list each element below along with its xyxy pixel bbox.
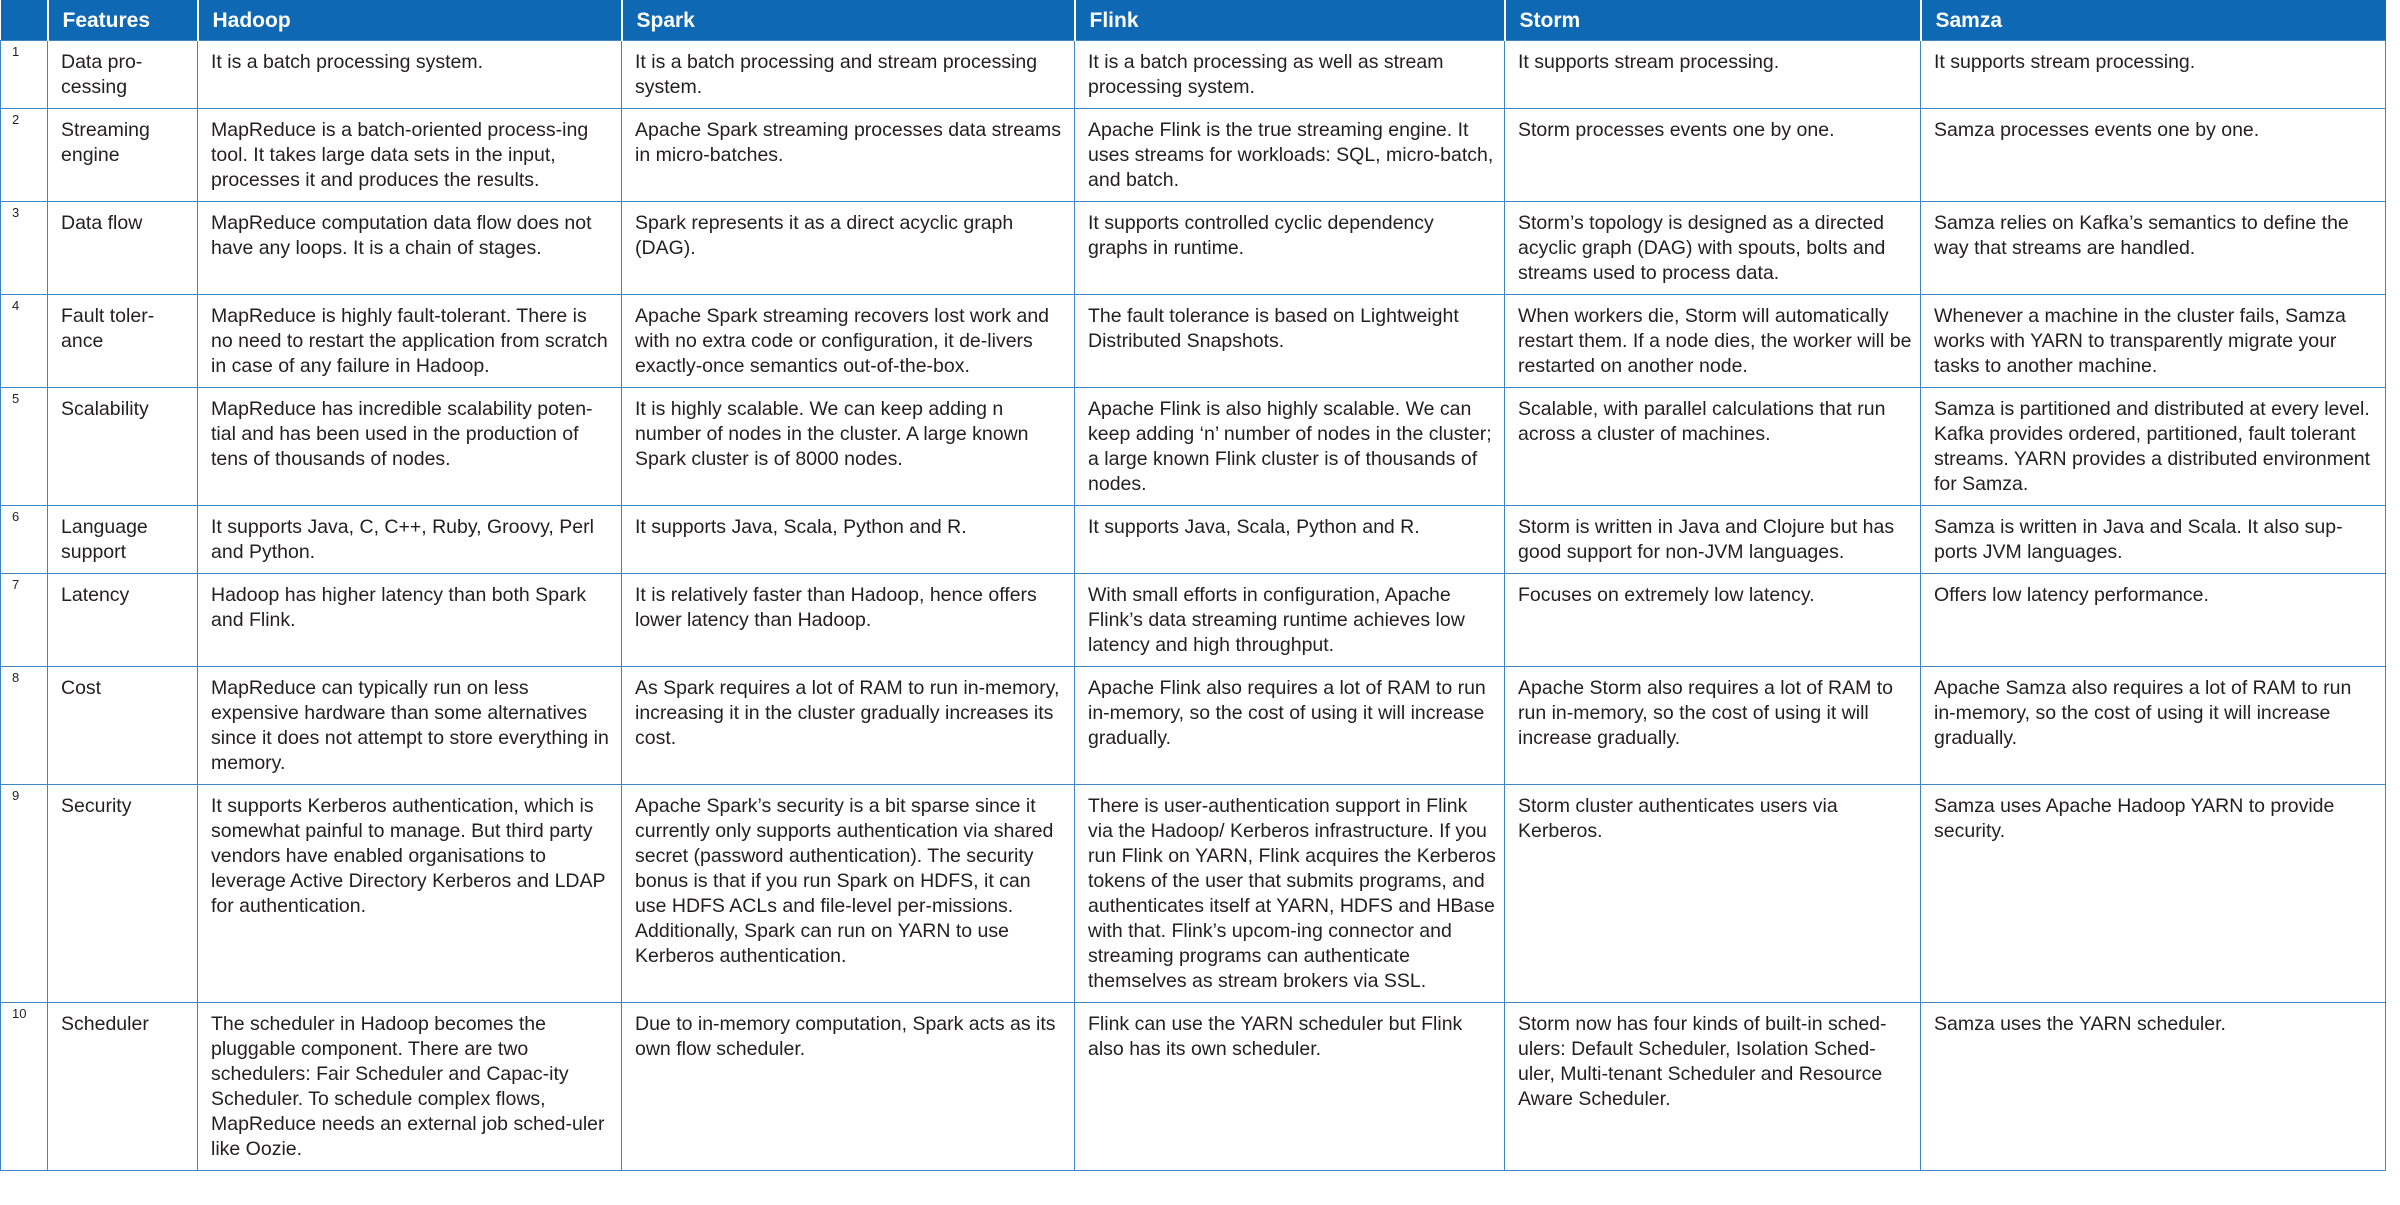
table-row [1, 109, 2386, 202]
spark-cell: Due to in-memory computation, Spark acts as its own flow scheduler. [622, 1003, 1075, 1171]
feature-name-cell: Security [48, 785, 198, 1003]
header-number [1, 0, 48, 41]
flink-cell: There is user-authentication support in Flink via the Hadoop/ Kerberos infrastructure. If you run Flink on YARN, Flink acquires the Kerberos tokens of the user that submits programs, and authenticates itself at YARN, HDFS and HBase with that. Flink’s upcom-ing connector and streaming programs can authenticate themselves as stream brokers via SSL. [1075, 785, 1505, 1003]
feature-name-cell: Latency [48, 574, 198, 667]
feature-name-cell: Data flow [48, 202, 198, 295]
feature-name-cell: Language support [48, 506, 198, 574]
hadoop-cell: MapReduce can typically run on less expensive hardware than some alternatives since it does not attempt to store everything in memory. [198, 667, 622, 785]
row-number: 7 [1, 574, 48, 667]
feature-name-cell: Cost [48, 667, 198, 785]
header-flink: Flink [1075, 0, 1505, 41]
spark-cell: Apache Spark’s security is a bit sparse since it currently only supports authentication via shared secret (password authentication). The security bonus is that if you run Spark on HDFS, it can use HDFS ACLs and file-level per-missions. Additionally, Spark can run on YARN to use Kerberos authentication. [622, 785, 1075, 1003]
table-row [1, 202, 2386, 295]
table-row [1, 506, 2386, 574]
storm-cell: Storm cluster authenticates users via Kerberos. [1505, 785, 1921, 1003]
table-body [1, 41, 2386, 1171]
flink-cell: Apache Flink also requires a lot of RAM to run in-memory, so the cost of using it will increase gradually. [1075, 667, 1505, 785]
feature-name-cell: Scalability [48, 388, 198, 506]
feature-name-cell: Data pro-cessing [48, 41, 198, 109]
storm-cell: Storm’s topology is designed as a directed acyclic graph (DAG) with spouts, bolts and streams used to process data. [1505, 202, 1921, 295]
header-hadoop: Hadoop [198, 0, 622, 41]
row-number: 10 [1, 1003, 48, 1171]
row-number: 3 [1, 202, 48, 295]
row-number: 9 [1, 785, 48, 1003]
table-header [1, 0, 2386, 41]
row-number: 2 [1, 109, 48, 202]
hadoop-cell: The scheduler in Hadoop becomes the pluggable component. There are two schedulers: Fair Scheduler and Capac-ity Scheduler. To schedule complex flows, MapReduce needs an external job sched-uler like Oozie. [198, 1003, 622, 1171]
table-row [1, 667, 2386, 785]
hadoop-cell: MapReduce is highly fault-tolerant. There is no need to restart the application from scratch in case of any failure in Hadoop. [198, 295, 622, 388]
header-storm: Storm [1505, 0, 1921, 41]
samza-cell: Samza uses the YARN scheduler. [1921, 1003, 2386, 1171]
spark-cell: Apache Spark streaming processes data streams in micro-batches. [622, 109, 1075, 202]
row-number: 8 [1, 667, 48, 785]
table-row [1, 295, 2386, 388]
flink-cell: It supports controlled cyclic dependency graphs in runtime. [1075, 202, 1505, 295]
spark-cell: It supports Java, Scala, Python and R. [622, 506, 1075, 574]
storm-cell: Storm now has four kinds of built-in sched-ulers: Default Scheduler, Isolation Sched-uler, Multi-tenant Scheduler and Resource Aware Scheduler. [1505, 1003, 1921, 1171]
table-row [1, 1003, 2386, 1171]
flink-cell: Apache Flink is the true streaming engine. It uses streams for workloads: SQL, micro-batch, and batch. [1075, 109, 1505, 202]
storm-cell: Focuses on extremely low latency. [1505, 574, 1921, 667]
feature-name-cell: Fault toler-ance [48, 295, 198, 388]
table-row [1, 41, 2386, 109]
flink-cell: Apache Flink is also highly scalable. We can keep adding ‘n’ number of nodes in the cluster; a large known Flink cluster is of thousands of nodes. [1075, 388, 1505, 506]
row-number: 4 [1, 295, 48, 388]
row-number: 6 [1, 506, 48, 574]
row-number: 5 [1, 388, 48, 506]
hadoop-cell: It supports Java, C, C++, Ruby, Groovy, Perl and Python. [198, 506, 622, 574]
storm-cell: When workers die, Storm will automatically restart them. If a node dies, the worker will be restarted on another node. [1505, 295, 1921, 388]
storm-cell: It supports stream processing. [1505, 41, 1921, 109]
samza-cell: Samza uses Apache Hadoop YARN to provide security. [1921, 785, 2386, 1003]
samza-cell: Samza processes events one by one. [1921, 109, 2386, 202]
header-samza: Samza [1921, 0, 2386, 41]
feature-name-cell: Streaming engine [48, 109, 198, 202]
samza-cell: Samza relies on Kafka’s semantics to define the way that streams are handled. [1921, 202, 2386, 295]
hadoop-cell: MapReduce computation data flow does not have any loops. It is a chain of stages. [198, 202, 622, 295]
storm-cell: Apache Storm also requires a lot of RAM to run in-memory, so the cost of using it will increase gradually. [1505, 667, 1921, 785]
header-spark: Spark [622, 0, 1075, 41]
table-row [1, 785, 2386, 1003]
row-number: 1 [1, 41, 48, 109]
hadoop-cell: MapReduce is a batch-oriented process-ing tool. It takes large data sets in the input, processes it and produces the results. [198, 109, 622, 202]
header-features: Features [48, 0, 198, 41]
samza-cell: Samza is written in Java and Scala. It also sup-ports JVM languages. [1921, 506, 2386, 574]
flink-cell: With small efforts in configuration, Apache Flink’s data streaming runtime achieves low latency and high throughput. [1075, 574, 1505, 667]
samza-cell: Apache Samza also requires a lot of RAM to run in-memory, so the cost of using it will increase gradually. [1921, 667, 2386, 785]
spark-cell: It is relatively faster than Hadoop, hence offers lower latency than Hadoop. [622, 574, 1075, 667]
flink-cell: It is a batch processing as well as stream processing system. [1075, 41, 1505, 109]
storm-cell: Storm processes events one by one. [1505, 109, 1921, 202]
table-row [1, 574, 2386, 667]
spark-cell: Spark represents it as a direct acyclic graph (DAG). [622, 202, 1075, 295]
samza-cell: Offers low latency performance. [1921, 574, 2386, 667]
spark-cell: It is a batch processing and stream processing system. [622, 41, 1075, 109]
header-row [1, 0, 2386, 41]
storm-cell: Scalable, with parallel calculations that run across a cluster of machines. [1505, 388, 1921, 506]
hadoop-cell: MapReduce has incredible scalability poten-tial and has been used in the production of tens of thousands of nodes. [198, 388, 622, 506]
samza-cell: It supports stream processing. [1921, 41, 2386, 109]
flink-cell: It supports Java, Scala, Python and R. [1075, 506, 1505, 574]
flink-cell: Flink can use the YARN scheduler but Flink also has its own scheduler. [1075, 1003, 1505, 1171]
feature-name-cell: Scheduler [48, 1003, 198, 1171]
spark-cell: It is highly scalable. We can keep adding n number of nodes in the cluster. A large known Spark cluster is of 8000 nodes. [622, 388, 1075, 506]
spark-cell: Apache Spark streaming recovers lost work and with no extra code or configuration, it de-livers exactly-once semantics out-of-the-box. [622, 295, 1075, 388]
hadoop-cell: It is a batch processing system. [198, 41, 622, 109]
hadoop-cell: It supports Kerberos authentication, which is somewhat painful to manage. But third party vendors have enabled organisations to leverage Active Directory Kerberos and LDAP for authentication. [198, 785, 622, 1003]
storm-cell: Storm is written in Java and Clojure but has good support for non-JVM languages. [1505, 506, 1921, 574]
table-row [1, 388, 2386, 506]
flink-cell: The fault tolerance is based on Lightweight Distributed Snapshots. [1075, 295, 1505, 388]
hadoop-cell: Hadoop has higher latency than both Spark and Flink. [198, 574, 622, 667]
samza-cell: Samza is partitioned and distributed at every level. Kafka provides ordered, partitioned, fault tolerant streams. YARN provides a distributed environment for Samza. [1921, 388, 2386, 506]
spark-cell: As Spark requires a lot of RAM to run in-memory, increasing it in the cluster gradually increases its cost. [622, 667, 1075, 785]
samza-cell: Whenever a machine in the cluster fails, Samza works with YARN to transparently migrate your tasks to another machine. [1921, 295, 2386, 388]
